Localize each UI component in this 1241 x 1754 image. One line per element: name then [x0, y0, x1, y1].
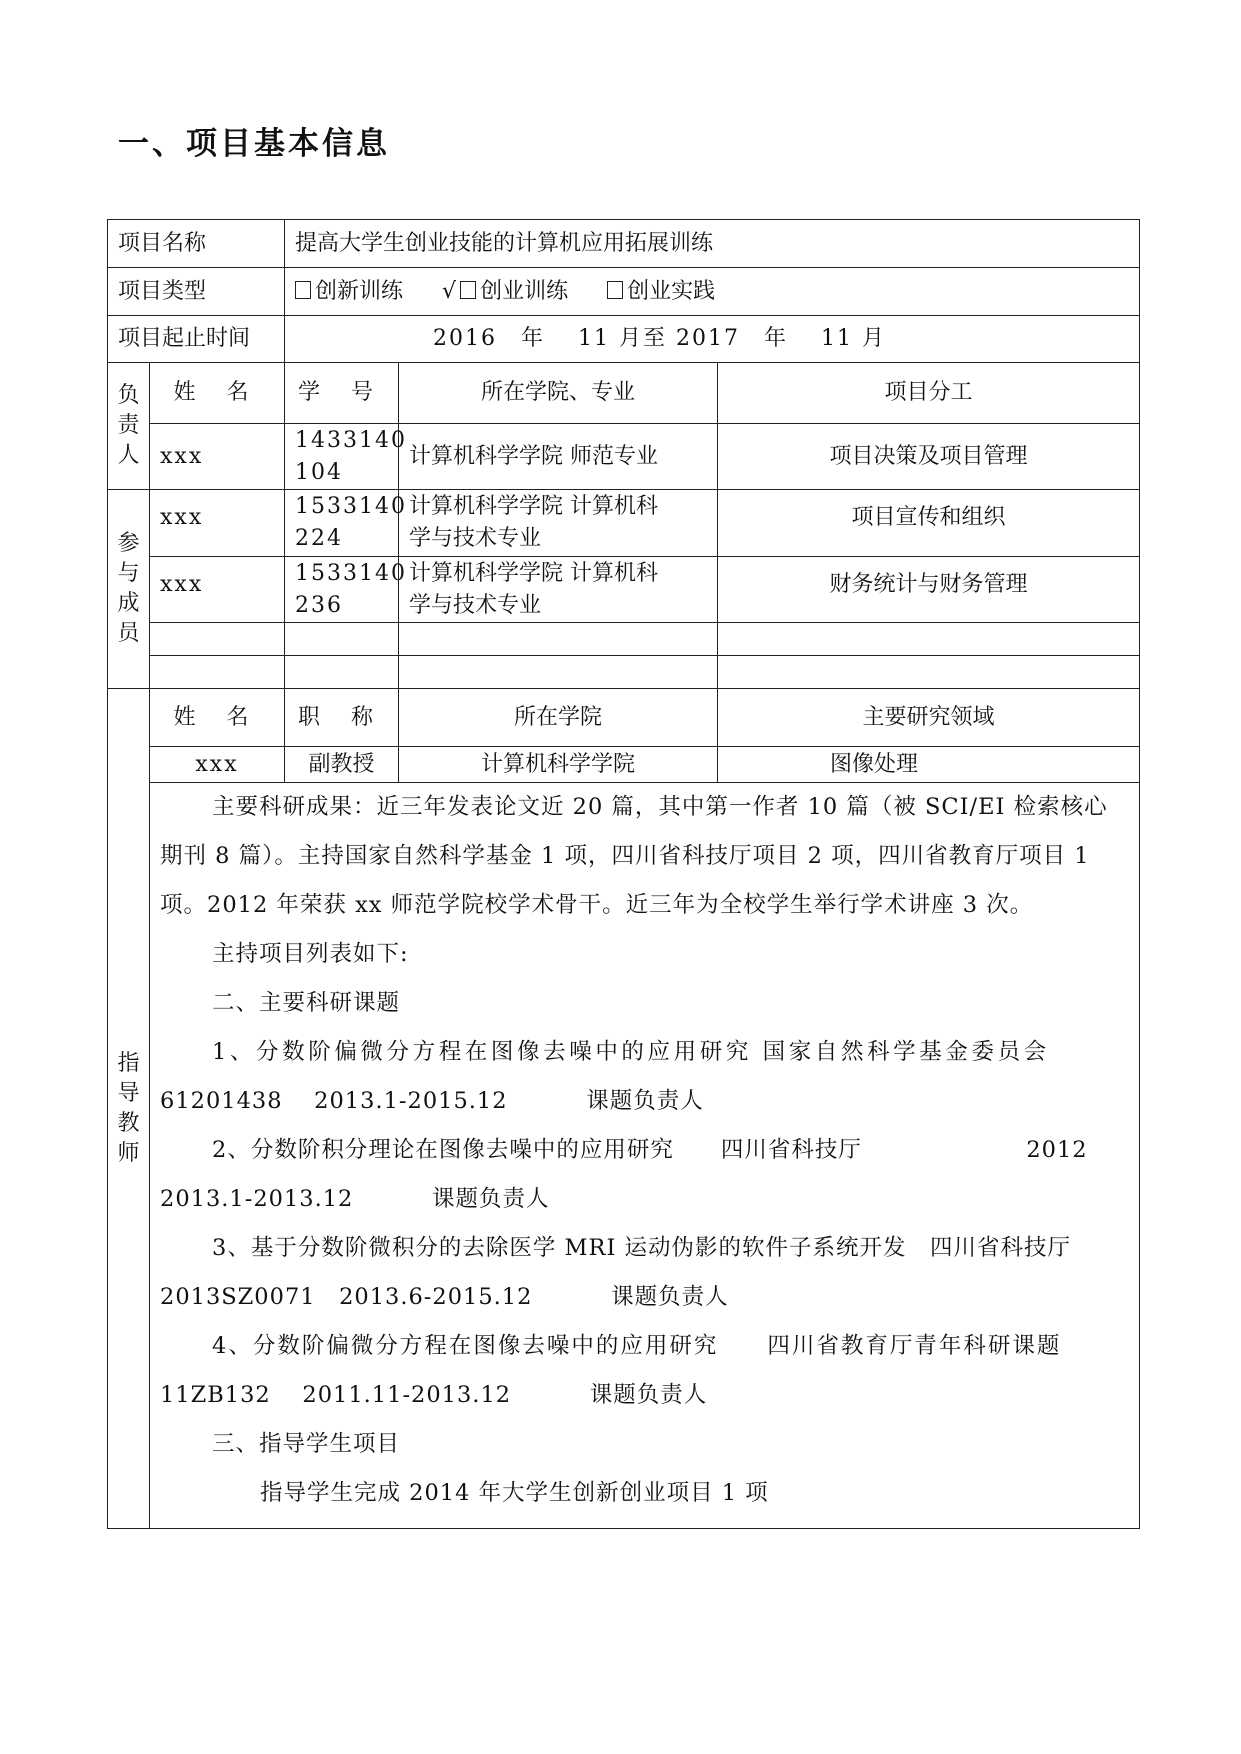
advisor-row	[108, 747, 1140, 783]
advisor-title: 副教授	[285, 747, 399, 783]
advisor-col-title: 职 称	[285, 689, 399, 747]
bio-section-3: 三、指导学生项目	[212, 1431, 401, 1457]
project-info-table	[107, 219, 1140, 1529]
empty-cell[interactable]	[718, 623, 1140, 656]
row-project-name	[108, 220, 1140, 268]
advisor-bio-row	[108, 783, 1140, 1529]
option-innovation-training[interactable]: 创新训练	[295, 279, 403, 304]
leader-role: 项目决策及项目管理	[718, 424, 1140, 490]
col-college-header: 所在学院、专业	[399, 363, 718, 424]
option-entrepreneurship-practice[interactable]: 创业实践	[607, 279, 715, 304]
empty-member-row	[108, 623, 1140, 656]
leader-college: 计算机科学学院 师范专业	[399, 424, 718, 490]
row-members-header	[108, 363, 1140, 424]
leader-section-label: 负 责 人	[108, 363, 150, 490]
advisor-section-label: 指 导 教 师	[108, 689, 150, 1529]
empty-cell[interactable]	[718, 656, 1140, 689]
participant-role: 项目宣传和组织	[718, 490, 1140, 557]
empty-cell[interactable]	[285, 623, 399, 656]
empty-cell[interactable]	[150, 656, 285, 689]
advisor-col-college: 所在学院	[399, 689, 718, 747]
leader-name: xxx	[150, 424, 285, 490]
bio-project-line: 2、分数阶积分理论在图像去噪中的应用研究 四川省科技厅 2012	[212, 1137, 1088, 1163]
bio-project-line: 2013SZ0071 2013.6-2015.12 课题负责人	[160, 1284, 729, 1310]
bio-project-line: 2013.1-2013.12 课题负责人	[160, 1186, 550, 1212]
participant-row	[108, 557, 1140, 623]
empty-cell[interactable]	[285, 656, 399, 689]
project-type-options	[285, 268, 1140, 316]
bio-project-line: 61201438 2013.1-2015.12 课题负责人	[160, 1088, 704, 1114]
col-role-header: 项目分工	[718, 363, 1140, 424]
advisor-college: 计算机科学学院	[399, 747, 718, 783]
participant-college: 计算机科学学院 计算机科 学与技术专业	[399, 490, 718, 557]
option-entrepreneurship-training[interactable]: √ 创业训练	[442, 278, 569, 304]
participant-role: 财务统计与财务管理	[718, 557, 1140, 623]
participant-college: 计算机科学学院 计算机科 学与技术专业	[399, 557, 718, 623]
leader-id: 1433140 104	[285, 424, 399, 490]
empty-cell[interactable]	[399, 623, 718, 656]
participant-row	[108, 490, 1140, 557]
advisor-name: xxx	[150, 747, 285, 783]
advisor-col-name: 姓 名	[150, 689, 285, 747]
advisor-bio	[150, 783, 1140, 1529]
checkbox-icon[interactable]	[295, 281, 311, 299]
advisor-field: 图像处理	[718, 747, 1140, 783]
participant-id: 1533140 224	[285, 490, 399, 557]
advisor-col-field: 主要研究领域	[718, 689, 1140, 747]
bio-list-intro: 主持项目列表如下:	[212, 941, 409, 967]
row-advisor-header	[108, 689, 1140, 747]
participant-name: xxx	[150, 490, 285, 557]
checkbox-icon[interactable]	[460, 281, 476, 299]
checkbox-icon[interactable]	[607, 281, 623, 299]
bio-guide-line: 指导学生完成 2014 年大学生创新创业项目 1 项	[260, 1480, 769, 1506]
leader-row	[108, 424, 1140, 490]
bio-project-line: 11ZB132 2011.11-2013.12 课题负责人	[160, 1382, 708, 1408]
page-heading: 一、项目基本信息	[118, 126, 390, 162]
checkmark-icon: √	[442, 278, 457, 304]
col-id-header: 学 号	[285, 363, 399, 424]
participants-section-label: 参 与 成 员	[108, 490, 150, 689]
bio-project-line: 1、分数阶偏微分方程在图像去噪中的应用研究 国家自然科学基金委员会	[212, 1039, 1050, 1065]
row-project-period	[108, 316, 1140, 363]
empty-member-row	[108, 656, 1140, 689]
project-name-value: 提高大学生创业技能的计算机应用拓展训练	[285, 220, 1140, 268]
bio-project-line: 4、分数阶偏微分方程在图像去噪中的应用研究 四川省教育厅青年科研课题	[212, 1333, 1062, 1359]
project-name-label: 项目名称	[108, 220, 285, 268]
project-period-label: 项目起止时间	[108, 316, 285, 363]
project-period-value: 2016 年 11 月至 2017 年 11 月	[285, 316, 1140, 363]
project-type-label: 项目类型	[108, 268, 285, 316]
participant-id: 1533140 236	[285, 557, 399, 623]
participant-name: xxx	[150, 557, 285, 623]
col-name-header: 姓 名	[150, 363, 285, 424]
empty-cell[interactable]	[399, 656, 718, 689]
bio-achievements-line: 项。2012 年荣获 xx 师范学院校学术骨干。近三年为全校学生举行学术讲座 3 次。	[160, 892, 1034, 918]
bio-project-line: 3、基于分数阶微积分的去除医学 MRI 运动伪影的软件子系统开发 四川省科技厅	[212, 1235, 1071, 1261]
row-project-type	[108, 268, 1140, 316]
bio-achievements-line: 期刊 8 篇）。主持国家自然科学基金 1 项，四川省科技厅项目 2 项，四川省教育厅项目 1	[160, 843, 1090, 869]
empty-cell[interactable]	[150, 623, 285, 656]
bio-achievements-line: 主要科研成果：近三年发表论文近 20 篇，其中第一作者 10 篇（被 SCI/EI 检索核心	[212, 794, 1108, 820]
bio-section-2: 二、主要科研课题	[212, 990, 401, 1016]
